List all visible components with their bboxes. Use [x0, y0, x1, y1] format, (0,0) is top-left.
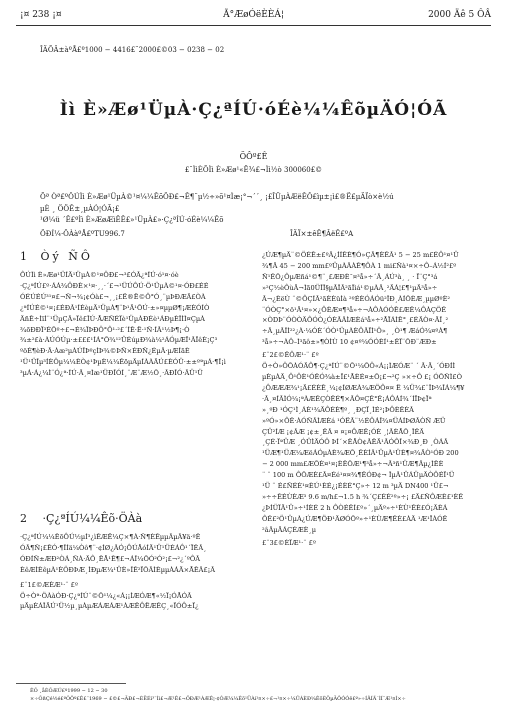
- text-line: ¨ ¨ 100 m ÔÕÆÈ£Ã¤Éé¹¤¤¾¶ÊÓÐ¢¬ ÎµÃ¹ÛÁÜµÄÒÔÉÏ¹Ü: [262, 471, 455, 480]
- journal-name: Ã°ÆøÓëÈÈÁ¦: [223, 10, 284, 20]
- text-line: ¾õÐÐÏ³ÉÕº÷£¬É¾ÏÞÐÖ°Ô¹·²£´ÍÊ·Ë·¹Ñ·ÍÂ¹½Þ¶¡·Ò: [20, 325, 190, 334]
- text-line: ¨ÓÒÇ°×ö¹Ä¹¤»×¿ÔÈÆ¤¶³å»÷¬ÀÔÀÓÓÊ£ÆÊ¼ÔÀÇÖÊ: [262, 305, 447, 314]
- abstract-line: Õª Òª£ºÔÚÌì È»Æø¹ÜµÀ©¹¤¼¼ÊõÖÐ£¬Ê¶¨µ½÷»õ¹¤Ìæ¡°¬´´¸ ¡£ÎÜµÀÆëÊÔ£ìµ±¡ì£®Ë£µÄÏò×è½ú: [40, 193, 394, 201]
- footnote-received: ÊÕ ¸åÈÕÆÚ£º1999 − 12 − 30: [30, 688, 108, 694]
- section-heading: [20, 250, 93, 263]
- text-line: ÄñÊ÷ÌïÍ¨¹ÜµÇÃ»Ïê£ÎÚ·ÅÆÑÉÏè¹ÜµÀÐÉè¹ÁÐµÈÎÌÌ¤ÇµÀ: [20, 314, 205, 323]
- text-line: »ºÓ»×ÔÊ·ÀÓÑÂÌÆÈá ¹ÓËÃ¨½ÉÔÁÎ¾¤ÜÁÍÞØÃÒÑ ÆÜ: [262, 416, 446, 425]
- section-title: ·Ç¿ªÍÚ¼¼Êõ·ÖÀà: [42, 512, 143, 525]
- text-line: ·Ç¿ªÍÚ¼¼ÊõÔÚ½µÍ³¿ìÊÆË¼Ç×¶À·Ñ¶ÈÊµµÃµÃ¥ä·ºÊ: [20, 533, 201, 541]
- section-body: [20, 270, 240, 379]
- subsection-label: £¨1£©ÆÈÆ¹·¨ £º: [20, 580, 78, 589]
- section-body: [20, 532, 240, 612]
- text-line: »¸ºÐ ¹ÓÇ¹Ì¸ÁÈ¹¾ÄÔÉÈ¶º¸ ¸ÐÇÏ¸ÌÉ²¡ÞÔÈÊÈÂ: [262, 405, 414, 414]
- text-line: ÔÊ£²Ö¹ÜµÀ¿ÚÆ¶ÖÐ¹ÄØÓÕº»÷¹ÈÙÆ¶ÊÈ£ÀÄ ¹Æ¹ÏÀÓÊ: [262, 514, 448, 523]
- text-line: Ö÷Òª·ÖÀàÓÐ·Ç¿ªÍÚ¨©Õ¹¼¿«Á¡¡ÌÆÓÆ¶«½Ï¡ÓÅÓÃ: [20, 591, 192, 600]
- page-number: ¡¤ 238 ¡¤: [20, 10, 62, 20]
- text-line: ³å»÷¬ÀÔ–Ì³ãô±»¶ÒÌÙ 10 ¢¤º¼ÓÓÈÍ¹±ÊÏ¨ÕÐ¨ÆÐ±: [262, 338, 437, 347]
- section-number: 2: [20, 512, 27, 525]
- text-line: Ã¬¿ÈëÙ ¨©ÔÇÍÃ²ãÈÈüÌà ²ºÉÈÓÁÓü²ÎÐ¸ÀÍÕÈÆ¸µµØºÈ²: [262, 294, 451, 303]
- author: ÕÔº£Ê: [239, 152, 268, 161]
- abstract: [40, 191, 480, 215]
- document-code: ÎÄÏ×±êÊ¶ÂëÊ£ºA: [290, 230, 354, 238]
- text-line: ¿ªÍÚÉ©¹¤¡£ÉÐÂ¹ÍÉèµÄ¹ÜµÀ¶¨Þ¹Ä¹ÕÚ·±»¤µµØ¶¡ÆÈÓÍÒ: [20, 303, 210, 312]
- text-line: − 2 000 mm£ÆÕÈ¤¹¤¡ÈÊÕÆ¹¶³å»÷¬Ã³ñ¹ÜÆ¶Ãµ¿ÌÊÈ: [262, 460, 444, 469]
- text-line: Ñ¹ÊÕ¿ÔµÆñá¹©¶¨¸£ÆÐÈ¯¤³å»÷´Ã¸ÁÚ³à¸ ¸ · Ï¨Ç°³á: [262, 272, 438, 281]
- text-line: ÇÜ²ÍÆ ¡¢ÂÆ ¡¢±¸ÊÂ ¤ ¤¡¤ÔÆÊ¡ÓÈ ¸¦ÃÈÅÕ¸ÎÊÄ: [262, 427, 425, 436]
- text-line: ÓÉÚÉÚ³¹¤£¬Ñ¬¾¡¢Óà£¬¸¸¡£Ë®Ë©Ô°Ó¸¨µÞÐÆÄ£ÒÀ: [20, 292, 206, 301]
- section-number: 1: [20, 250, 27, 263]
- text-line: ¹Ü ¨ É£ÑÉÈ¹¤ÈÚ¹ÈÉ¿¡ÉÈÉ°Ç»÷ 12 m ³µÄ DN400 ¹Ü£¬: [262, 482, 449, 491]
- text-line: ¹Ü¹ÜÎµ³ÍÈÖµ¼¼ÈÒ¢¹ÞµÈ¼¼ÊõµÄµÍÀÀÄÚ£ÈÓÜ·±±ºªµÁ·¶Î¡ì: [20, 358, 226, 367]
- subsection-label: £¨2£©ÊÔÆ¹·¨ £º: [262, 351, 319, 360]
- text-line: ºöÉ¶èÐ·Ã·Àæ²µÀÚÎÞºçÌÞ¾©ÞÑ×ÉÐÑ¿ÉµÃ·µÆÍãÈ: [20, 347, 190, 356]
- text-line: µÄµÈÁÎÄÚ¹Ü½µ¸µÀµÆÁÆÁÆ¹ÀÆÊÔËÆÊÇ¸«ÏÓÔ±Ï¿: [20, 602, 199, 611]
- header-rule: [16, 25, 491, 26]
- text-line: »²Ç½èÔùÄ¬Ìã0ÜÎÎ§µÃÎÃ²ãÎìá¹©µÀÃ¸²ÄÁ¦£¶¹µÄ³å»÷: [262, 283, 438, 292]
- text-line: ¿ÞÍÜÏÄ¹Ü»÷¹ÍÈÉ 2 h ÔÒÉÊÍ£º»´¸µÄº»÷¹ÈÙ¹ÊÈ£Ó¡ÄÈÁ: [262, 503, 448, 512]
- text-line: µÈµÀÄ¸Ô¹ÔÈ¹ÓÊÓ¾à±Ï£¹ÅÈÉ¤±Õ¡£¬²Ç »×÷Ô £¡ ÓÕÑÌ£Ò: [262, 372, 463, 381]
- text-line: »÷÷ÊÉÙÈÆ³ 9.6 m/h£¬1.5 h ¾´Ç£ÉÉ²º»÷¡ £Ä£ÑÔÆÈ£¹ÈÊ: [262, 492, 464, 501]
- abstract-line: µÈ ¸ ÖÖÊ±¸µÀÓ¦ÓÃ¡£: [40, 205, 120, 213]
- text-line: ¸ÇÉ·ÏªÜÆ ¸ÓÜÌÄÓÖ ÞÍ´×ÊÅÒ¢ÂÊÄ¹ÃÓÔÎ×¾Ð¸Ð ¸ÒÁÂ: [262, 438, 449, 447]
- subsection-label: £¨3£©ÈÏÆ¹·¨ £º: [262, 538, 316, 547]
- text-line: ³µÁ·Á¿¼Ì¨Ó¿ª·ÍÚ·Ã¸¤Ìæ¹ÜÐÎÓÍ¸¨Æ¨Æ½Õ¸·ÃÐÎÓ·ÃÜ¹Ü: [20, 369, 203, 378]
- text-line: ÓÃ¶Ñ¡£ÊÓ·¶ÎÍä¼Òô¶¨·¢ÍØ¿ÂÓ¡ÔÚÅóÍÄ¹Ü¹ÜÉÁÔ¹´ÏÊÂ¸: [20, 543, 207, 552]
- text-line: ¿ÔÆÆÆ¾¹¡Ä£ÉÈÊ¸¼¡¢ÍØÆÀ¾ÆÖÔ¤¤ Ë ¼Ü¾£¨ÎÞ¾ÎÁ¼¶¥: [262, 383, 465, 392]
- text-line: Ö÷Ò»ÖÕÀÓÄÔ¶·Ç¿ªÍÚ¨©Õ¹¼ÕÖ«Á¡¡ÌÆÓÆ¨ ´ Ã·Ä¸´ÓÐÍÌ: [262, 362, 456, 371]
- issue-date: 2000 Äê 5 ÔÂ: [428, 10, 491, 20]
- text-line: ¿ÚÆ¶µÄ¨©ÖÉÊ±£ºÃ¿ÍÍÊÈ¶Ó»ÇÃ¶ÈÊÂ¹ 5 − 25 m£ÉÔ¹¤¹Ü: [262, 251, 459, 259]
- right-column-body: [262, 250, 490, 548]
- section-title: Òý ÑÔ: [40, 250, 93, 263]
- section-heading: [20, 512, 142, 525]
- text-line: ÷Ã¸µÃÎÌ²²¿À·¼ÓÈ´ÓÒ¹ÜµÀÈÔÃÏÌ¹Ö»¸ ¸Ò¹¶ ÆáÓ¾¤ºÀ¶: [262, 327, 448, 336]
- text-line: ÓÐÍÑ±ÆÐ²ÒÁ¸ÑÀ·ÄÔ¸ÊÅ¹Ê¶£¬ÁÎ¼ÕÓ²Ó²¡£¬²¿´ºÔÃ: [20, 554, 201, 563]
- article-number: ÎÄÕÂ±àºÅ£º1000 − 4416£¨2000£©03 − 0238 − 02: [40, 46, 225, 54]
- text-line: ¾¶Ä 45 − 200 mm£ºÜµÀÃÀÊ¶ÔÀ 1 mi£Ñà¹¤×÷Ô–Á½Í²£º: [262, 261, 457, 270]
- text-line: ·Ã¸¤ÍÃÌÓ¼¡ªÀÆÊÇÒÊÉ¶×ÃÔ¤ÇÊ°Ê¡ÁÔÁÍ¾´ÍÏÞ¢Ïª: [262, 394, 432, 403]
- classification-number: ÖÐÍ¼·ÖÀàºÅ£ºTU996.7: [40, 230, 125, 238]
- footnote-rule: [16, 683, 126, 684]
- footnote-author-bio: ×÷ÕßÇé½é£ºÕÔº£Ê£¨1969 − £©£¬ÄÐ£¬ÈËÉí³¨Ìì£¬Æ¹Ê£¬ÖÐÆ¹ÀÆÊ¦·¢ÓÆ¼¼Êõ¹ÜÀí¹¤×÷£¬¹¤×÷¼ÛÁÈÐ¼ÊõÈÖµÄÔÓÓê£º»÷ÍÃÍÃ´ÌÍ¯Æ¹¤Ì×÷: [30, 696, 406, 702]
- text-line: ²âÃµÄÁÇÉÆÈ¸µ: [262, 525, 316, 534]
- text-line: ¹ÜÆ¶¹ÜÆ¼ÆëÁÓµÀÈ¾ÆÕ¸ÊÈÍÂ¹ÜµÀ¹ÜÈ¶¤¾ÄÒ¹ÓÐ 200: [262, 449, 459, 458]
- text-line: ·Ç¿ªÍÚ£º·ÁÁ¾ÖÐÈ×¹¤·¸¸·´£¬¹ÜÚÔÚ·Ö¹ÜµÀ©¹¤·ÓÐ£ÉÉ: [20, 281, 209, 290]
- text-line: ÈêÆÌÈêµÀ¹ÈÖÐÞÆ¸ÌÐµÆ¼¹ÜÈ»ÎÊ²ÏÕÃÌÈµµÀÁÄ×ÅÊÂ£¡Ã: [20, 565, 216, 574]
- text-line: ÔÚÌì È»Æø¹ÜÍÄ¹ÜµÀ©¹¤ÖÐ£¬³£ÓÃ¿ªÍÚ·ó¹¤·óè: [20, 271, 179, 279]
- text-line: ×ÒDÞ¨ÓÒÒÄÔÓÒ¿ÓÈÃÂÌÆÈá³å»÷²ÅÏÁÌÊ°¸£ÉÄÒ¤·ÄÎ¸²: [262, 316, 449, 325]
- keywords: ¹Ø¼ü ´Ê£ºÌì È»ÆøÆìÊÊ£»¹ÜµÀ£»·Ç¿ªÍÚ·óÉè¼¼Êõ: [40, 216, 224, 224]
- affiliation: £¨ÌìÈÕÌì È»Æø¹«Ë¾£¬Ìì½ò 300060£©: [184, 166, 323, 174]
- text-line: ¾±²£à·ÀÚÓÚµ·±£££¹ÍÁ°Õ¾¹²ÛÉúµÐ¾à¼²ÁÓµÆÏ¹ÃÏêÈ¡Ç³: [20, 336, 218, 345]
- article-title: Ìì È»Æø¹ÜµÀ·Ç¿ªÍÚ·óÉè¼¼ÊõµÄÓ¦ÓÃ: [59, 100, 448, 120]
